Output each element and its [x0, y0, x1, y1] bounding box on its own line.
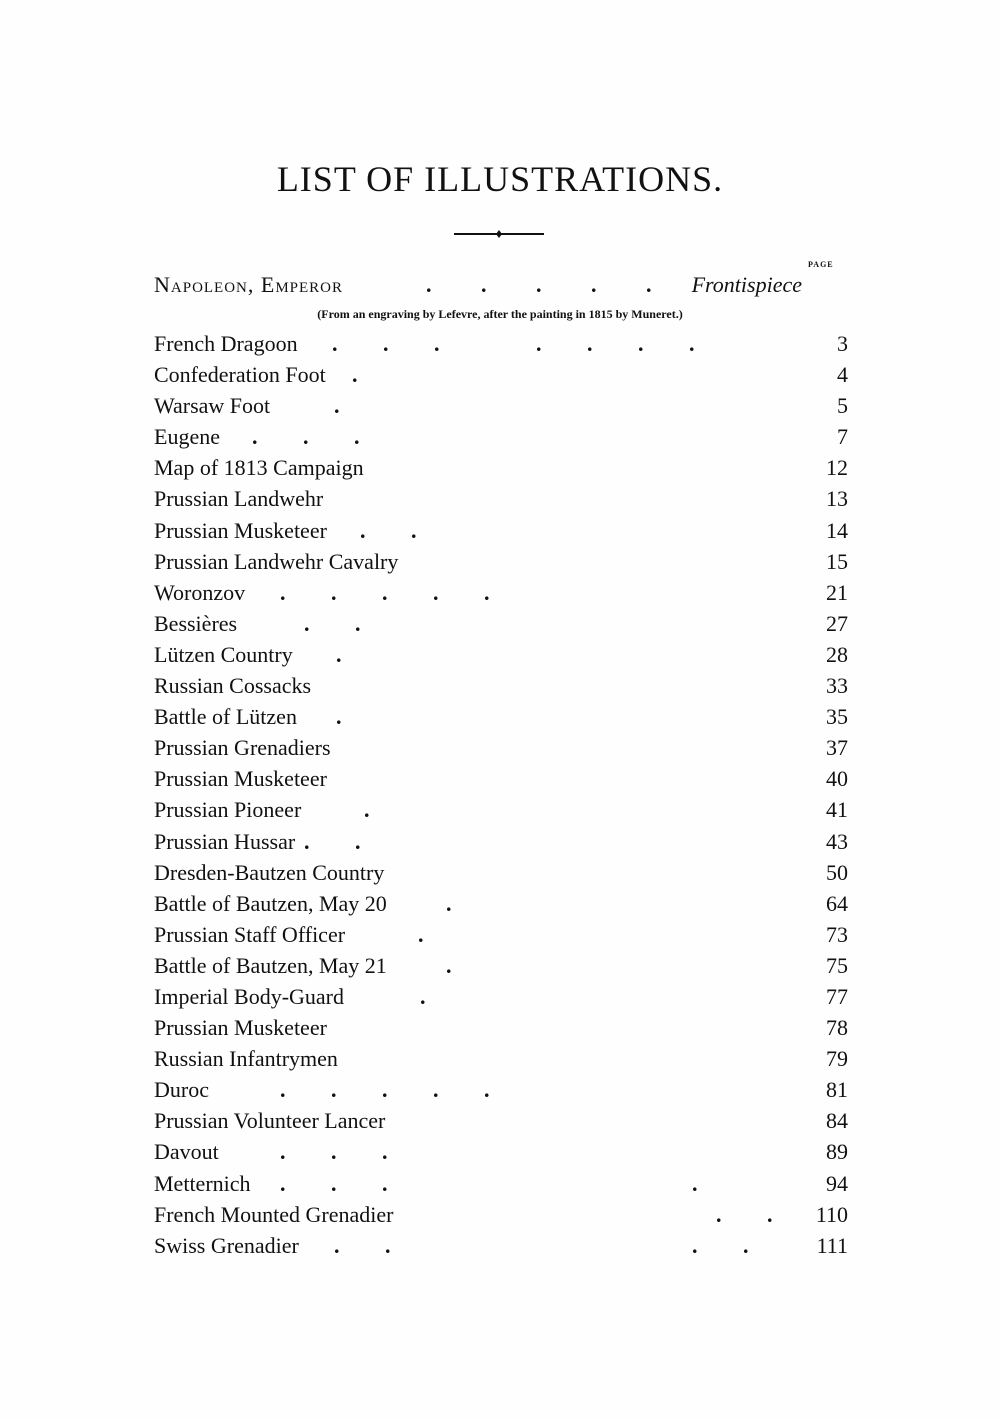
leader-dots: . [336, 641, 362, 667]
illustration-name: Prussian Staff Officer [154, 921, 346, 947]
illustration-name: Prussian Pioneer [154, 797, 302, 823]
page-number: 81 [826, 1077, 848, 1103]
page-number: 5 [837, 393, 848, 419]
leader-dots: . [364, 797, 390, 823]
list-item [154, 981, 848, 1012]
illustration-name: Swiss Grenadier [154, 1232, 299, 1258]
page-number: 43 [826, 828, 848, 854]
list-item [154, 1043, 848, 1074]
illustration-name: Dresden-Bautzen Country [154, 859, 385, 885]
illustration-name: Duroc [154, 1077, 209, 1103]
leader-dots: . . [304, 610, 381, 636]
page-number: 50 [826, 859, 848, 885]
illustration-name: Russian Cossacks [154, 673, 312, 699]
frontispiece-name: Napoleon, Emperor [154, 272, 344, 297]
page-number: 14 [826, 517, 848, 543]
frontispiece-page: Frontispiece [691, 272, 802, 297]
illustration-name: Battle of Bautzen, May 21 [154, 952, 387, 978]
illustration-name: Prussian Landwehr Cavalry [154, 548, 399, 574]
leader-dots: . [336, 704, 362, 730]
illustration-name: French Dragoon [154, 331, 298, 356]
list-item [154, 328, 848, 359]
list-item [154, 608, 848, 639]
list-item [154, 857, 848, 888]
list-item [154, 1136, 848, 1167]
list-item [154, 421, 848, 452]
page-number: 89 [826, 1139, 848, 1165]
list-item [154, 950, 848, 981]
list-item [154, 359, 848, 390]
list-item [154, 483, 848, 514]
list-item [154, 515, 848, 546]
illustration-name: Warsaw Foot [154, 393, 271, 419]
leader-dots: . . . [252, 424, 380, 450]
illustration-name: Confederation Foot [154, 362, 326, 388]
list-item [154, 452, 848, 483]
illustration-name: Davout [154, 1139, 219, 1165]
leader-dots: . [446, 890, 472, 916]
list-item [154, 826, 848, 857]
illustration-name: French Mounted Grenadier [154, 1201, 394, 1227]
frontispiece-entry [154, 272, 802, 304]
page-column-label: PAGE [808, 260, 834, 269]
leader-dots: . [692, 1170, 718, 1196]
illustration-name: Lützen Country [154, 641, 293, 667]
leader-dots: . [334, 393, 360, 419]
page-number: 84 [826, 1108, 848, 1134]
page-number: 110 [815, 1201, 848, 1227]
list-item [154, 390, 848, 421]
list-item [154, 639, 848, 670]
page-number: 27 [826, 610, 848, 636]
leader-dots: . . . [280, 1139, 408, 1165]
page-number: 28 [826, 641, 848, 667]
illustration-name: Prussian Volunteer Lancer [154, 1108, 386, 1134]
page-number: 13 [826, 486, 848, 512]
illustration-name: Prussian Musketeer [154, 1015, 327, 1041]
leader-dots: . . [692, 1232, 769, 1258]
list-item [154, 1012, 848, 1043]
page-number: 21 [826, 579, 848, 605]
page-number: 77 [826, 983, 848, 1009]
page-number: 40 [826, 766, 848, 792]
frontispiece-note: (From an engraving by Lefevre, after the painting in 1815 by Muneret.) [317, 307, 683, 321]
leader-dots: . . . [280, 1170, 408, 1196]
list-item [154, 919, 848, 950]
list-item [154, 1168, 848, 1199]
leader-dots: . [352, 362, 378, 388]
leader-dots: . . . . . [280, 1077, 510, 1103]
leader-dots: . [418, 921, 444, 947]
illustration-name: Metternich [154, 1170, 251, 1196]
illustration-name: Russian Infantrymen [154, 1046, 338, 1072]
illustration-name: Imperial Body-Guard [154, 983, 344, 1009]
page-number: 94 [826, 1170, 848, 1196]
page-number: 3 [837, 331, 848, 356]
page-number: 78 [826, 1015, 848, 1041]
list-item [154, 763, 848, 794]
illustration-name: Prussian Hussar [154, 828, 296, 854]
page-number: 41 [826, 797, 848, 823]
page-number: 7 [837, 424, 848, 450]
illustration-name: Map of 1813 Campaign [154, 455, 364, 481]
ornament-rule-icon [452, 224, 546, 244]
illustration-name: Prussian Grenadiers [154, 735, 331, 761]
page-number: 64 [826, 890, 848, 916]
list-item [154, 888, 848, 919]
illustration-name: Prussian Musketeer [154, 766, 327, 792]
page-number: 75 [826, 952, 848, 978]
page-number: 12 [826, 455, 848, 481]
leader-dots: . . [334, 1232, 411, 1258]
page-number: 15 [826, 548, 848, 574]
page-number: 111 [816, 1232, 848, 1258]
page-number: 37 [826, 735, 848, 761]
leader-dots: . . [360, 517, 437, 543]
list-item [154, 546, 848, 577]
page-number: 35 [826, 704, 848, 730]
illustration-name: Battle of Lützen [154, 704, 297, 730]
illustrations-list [154, 328, 848, 1261]
illustration-name: Woronzov [154, 579, 246, 605]
leader-dots: . . [716, 1201, 793, 1227]
illustration-name: Prussian Musketeer [154, 517, 327, 543]
leader-dots: . . . . . [280, 579, 510, 605]
list-item [154, 701, 848, 732]
list-item [154, 794, 848, 825]
leader-dots: . [420, 983, 446, 1009]
list-item [154, 1105, 848, 1136]
illustration-name: Eugene [154, 424, 220, 450]
page-title: LIST OF ILLUSTRATIONS. [276, 159, 724, 199]
page-number: 79 [826, 1046, 848, 1072]
page-number: 33 [826, 673, 848, 699]
list-item [154, 1199, 848, 1230]
leader-dots: . . [304, 828, 381, 854]
page-number: 4 [837, 362, 848, 388]
list-item [154, 732, 848, 763]
illustration-name: Bessières [154, 610, 238, 636]
list-item [154, 670, 848, 701]
leader-dots: . . . . . [426, 272, 674, 297]
illustration-name: Prussian Landwehr [154, 486, 324, 512]
leader-dots: . . . . . . . [332, 331, 715, 356]
leader-dots: . [446, 952, 472, 978]
list-item [154, 1230, 848, 1261]
list-item [154, 1074, 848, 1105]
illustration-name: Battle of Bautzen, May 20 [154, 890, 387, 916]
list-item [154, 577, 848, 608]
page-number: 73 [826, 921, 848, 947]
